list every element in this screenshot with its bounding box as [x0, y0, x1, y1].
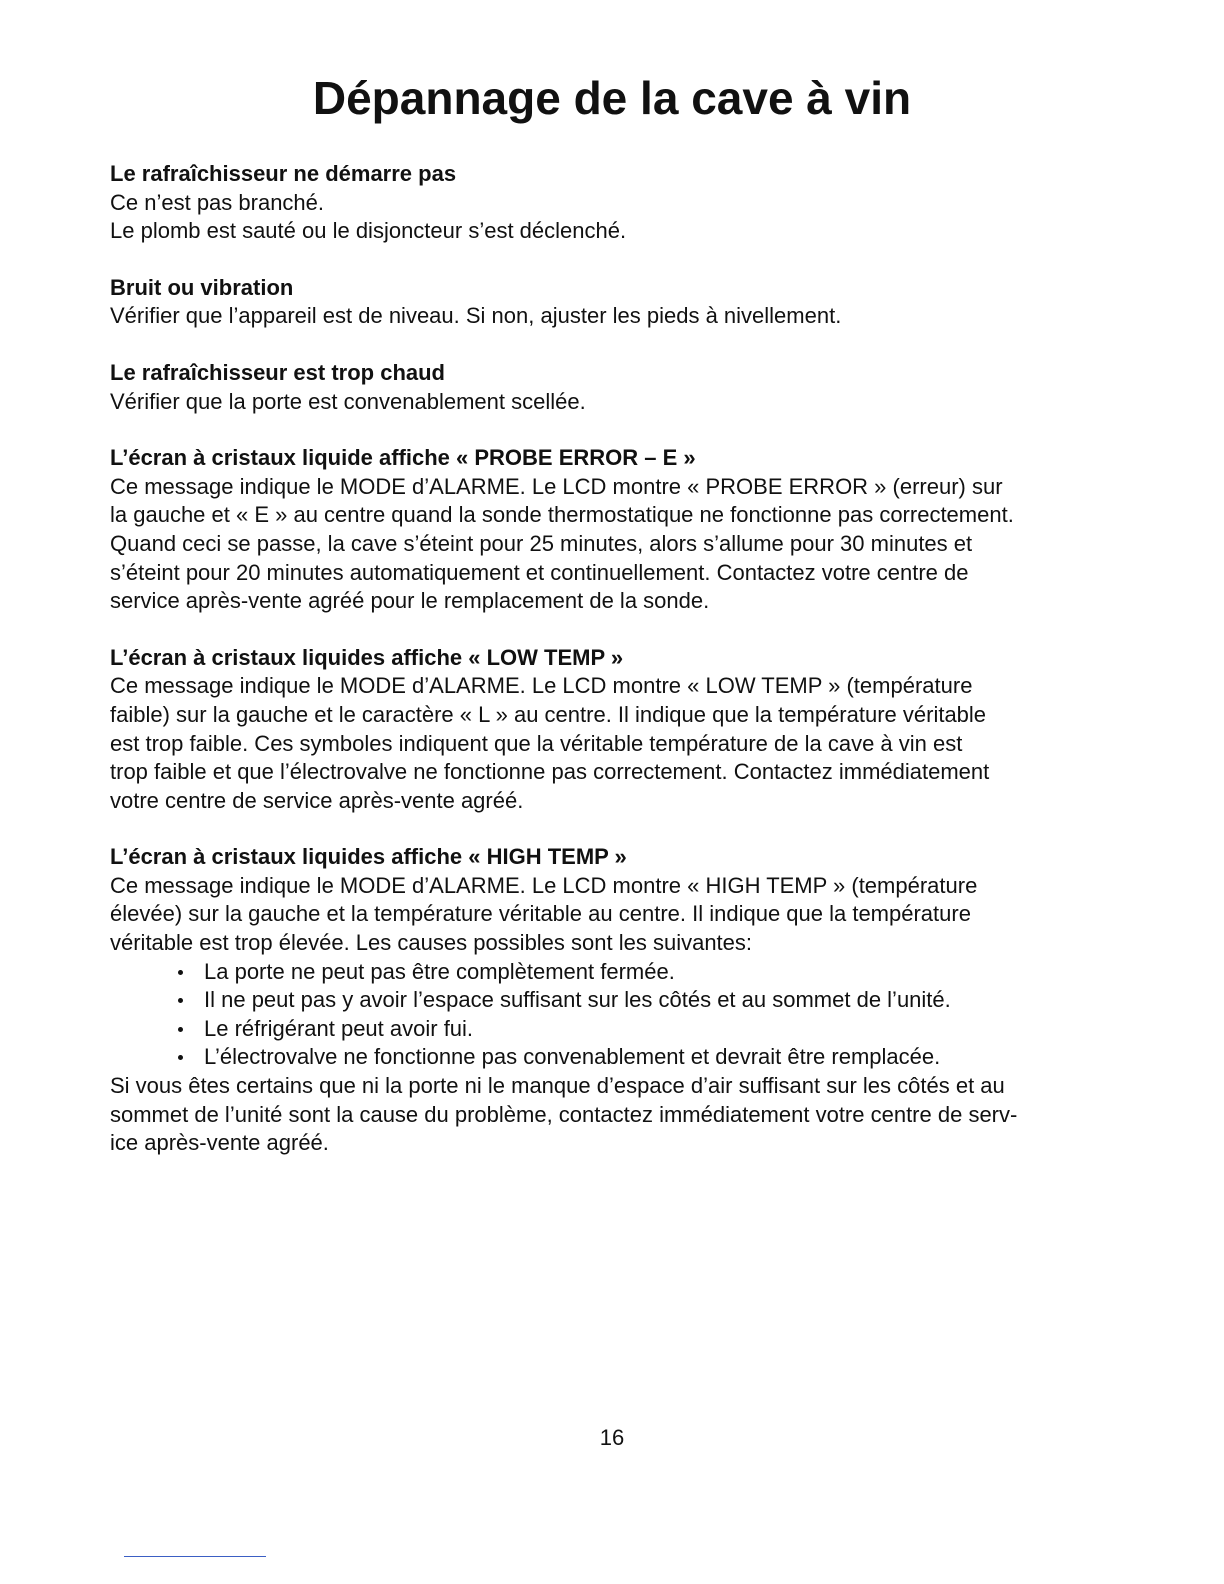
causes-list [110, 958, 1110, 1072]
list-item-text: Il ne peut pas y avoir l’espace suffisant sur les côtés et au sommet de l’unité. [204, 987, 951, 1013]
section-heading: Le rafraîchisseur ne démarre pas [110, 161, 457, 186]
text-line: Vérifier que la porte est convenablement scellée. [110, 388, 586, 414]
section-heading: L’écran à cristaux liquides affiche « LOW TEMP » [110, 644, 624, 670]
text-line: votre centre de service après-vente agréé. [110, 787, 524, 813]
text-line: Si vous êtes certains que ni la porte ni le manque d’espace d’air suffisant sur les côtés et au [110, 1073, 1005, 1099]
page-number: 16 [599, 1425, 625, 1450]
section-heading: Bruit ou vibration [110, 274, 294, 300]
section-probe-error [110, 444, 1110, 616]
troubleshooting-content [110, 160, 1110, 1186]
text-line: Ce n’est pas branché. [110, 189, 325, 215]
list-item-text: L’électrovalve ne fonctionne pas convenablement et devrait être remplacée. [204, 1044, 941, 1070]
bullet-icon [178, 970, 183, 975]
list-item [174, 1015, 1110, 1044]
list-item [174, 986, 1110, 1015]
section-heading: L’écran à cristaux liquide affiche « PROBE ERROR – E » [110, 445, 696, 471]
list-item [174, 1043, 1110, 1072]
text-line: Le plomb est sauté ou le disjoncteur s’est déclenché. [110, 218, 627, 244]
page-title: Dépannage de la cave à vin [312, 72, 912, 124]
text-line: sommet de l’unité sont la cause du problème, contactez immédiatement votre centre de serv- [110, 1101, 1018, 1127]
text-line: faible) sur la gauche et le caractère « L » au centre. Il indique que la température véritable [110, 701, 987, 727]
text-line: Ce message indique le MODE d’ALARME. Le LCD montre « HIGH TEMP » (température [110, 872, 978, 898]
section-high-temp [110, 843, 1110, 1158]
text-line: Ce message indique le MODE d’ALARME. Le LCD montre « LOW TEMP » (température [110, 673, 973, 699]
text-line: ice après-vente agréé. [110, 1130, 329, 1156]
bullet-icon [178, 1027, 183, 1032]
list-item-text: La porte ne peut pas être complètement fermée. [204, 958, 675, 984]
section-cooler-not-starting [110, 160, 1110, 246]
text-line: s’éteint pour 20 minutes automatiquement et continuellement. Contactez votre centre de [110, 559, 969, 585]
section-heading: L’écran à cristaux liquides affiche « HIGH TEMP » [110, 844, 627, 870]
bullet-icon [178, 1055, 183, 1060]
text-line: véritable est trop élevée. Les causes possibles sont les suivantes: [110, 930, 753, 956]
text-line: Quand ceci se passe, la cave s’éteint pour 25 minutes, alors s’allume pour 30 minutes et [110, 530, 973, 556]
list-item [174, 958, 1110, 987]
text-line: trop faible et que l’électrovalve ne fonctionne pas correctement. Contactez immédiatement [110, 759, 990, 785]
text-line: est trop faible. Ces symboles indiquent que la véritable température de la cave à vin est [110, 730, 963, 756]
section-too-warm [110, 359, 1110, 416]
text-line: service après-vente agréé pour le remplacement de la sonde. [110, 588, 710, 614]
text-line: Vérifier que l’appareil est de niveau. Si non, ajuster les pieds à nivellement. [110, 303, 842, 329]
section-heading: Le rafraîchisseur est trop chaud [110, 359, 445, 385]
section-low-temp [110, 644, 1110, 816]
text-line: Ce message indique le MODE d’ALARME. Le LCD montre « PROBE ERROR » (erreur) sur [110, 473, 1003, 499]
list-item-text: Le réfrigérant peut avoir fui. [204, 1015, 474, 1041]
footer-rule [124, 1556, 266, 1557]
text-line: élevée) sur la gauche et la température véritable au centre. Il indique que la température [110, 901, 971, 927]
bullet-icon [178, 998, 183, 1003]
section-noise-vibration [110, 274, 1110, 331]
text-line: la gauche et « E » au centre quand la sonde thermostatique ne fonctionne pas correctement. [110, 502, 1014, 528]
